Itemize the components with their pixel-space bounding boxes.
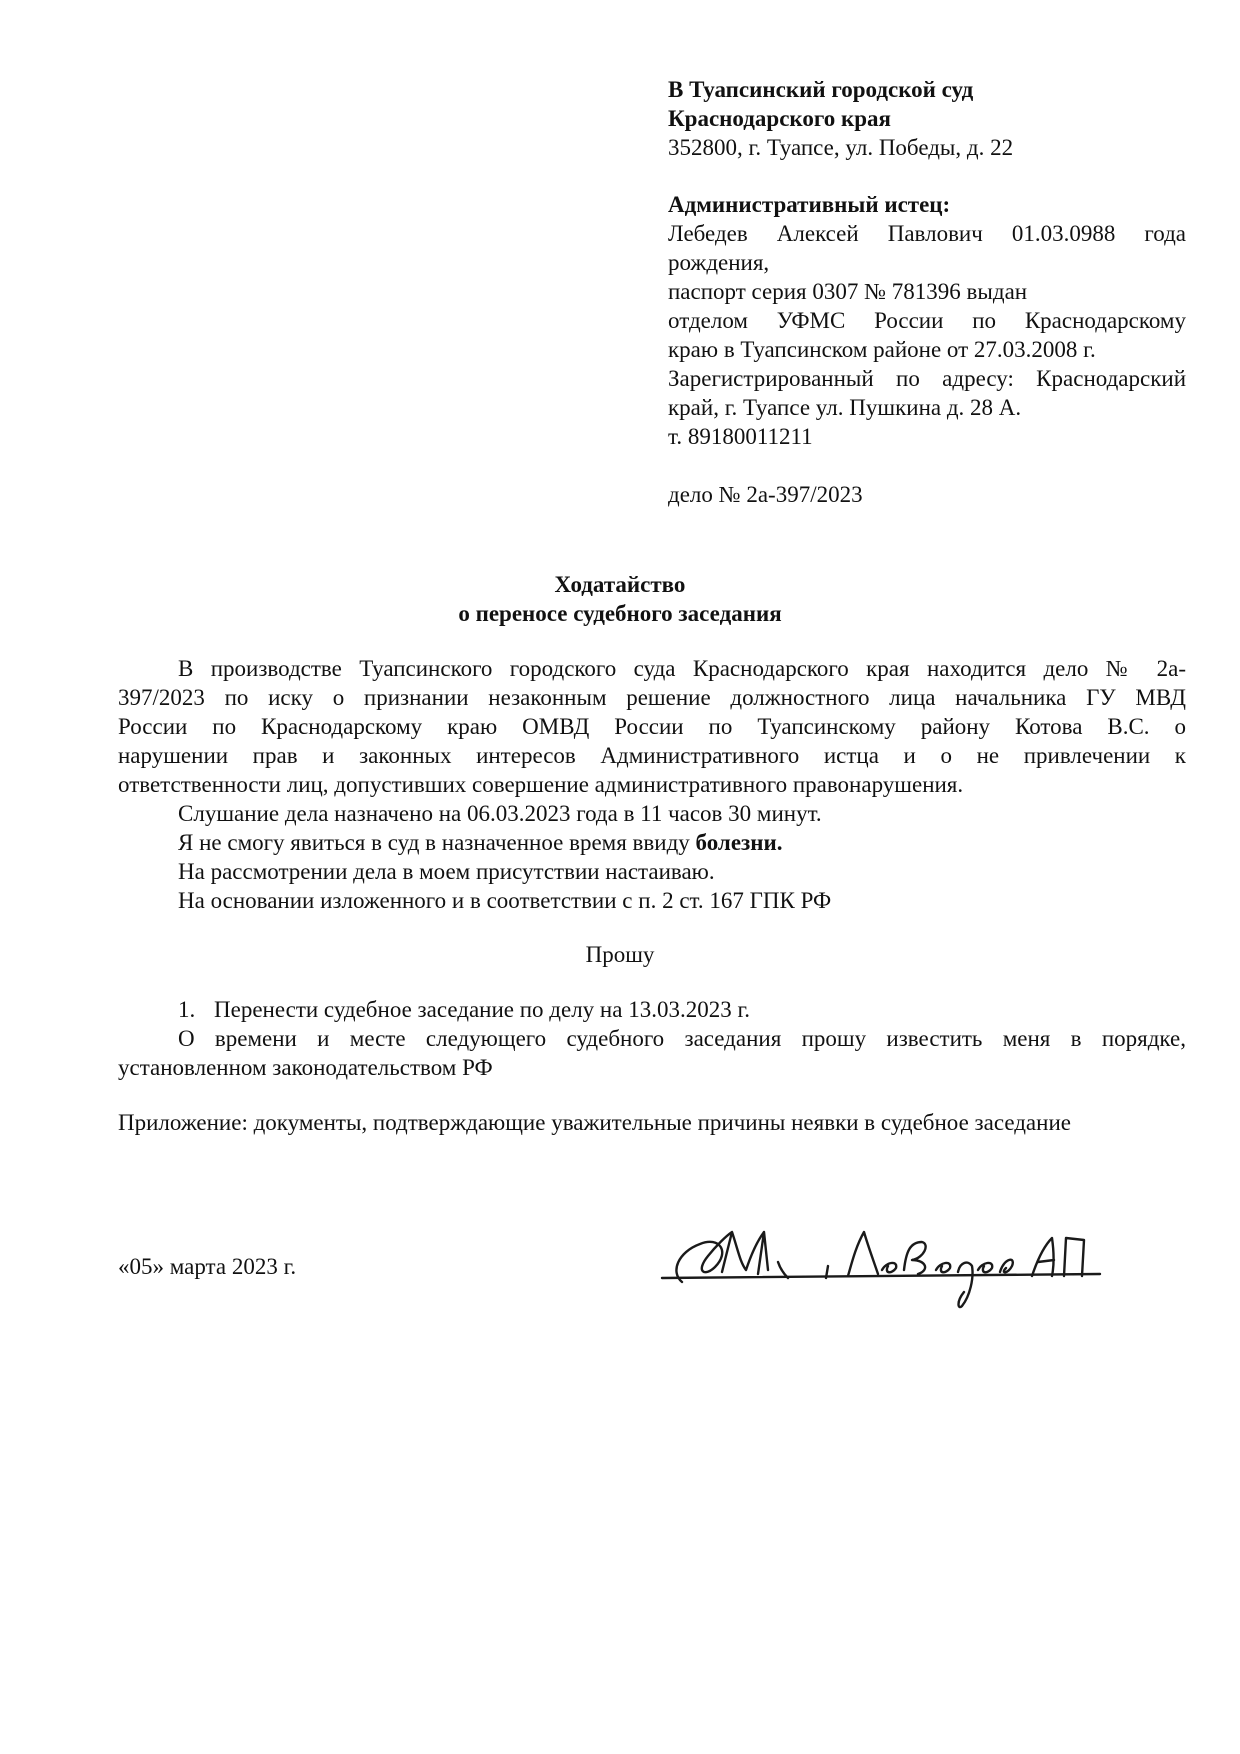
court-address: 352800, г. Туапсе, ул. Победы, д. 22 bbox=[668, 135, 1014, 160]
basis-statement: На основании изложенного и в соответствии с п. 2 ст. 167 ГПК РФ bbox=[178, 888, 832, 913]
plaintiff-line-4: отделом УФМС России по Краснодарскому bbox=[668, 308, 1186, 333]
notify-line-2: установленном законодательством РФ bbox=[118, 1055, 493, 1080]
request-item-number: 1. bbox=[178, 997, 196, 1022]
body-line-2: 397/2023 по иску о признании незаконным решение должностного лица начальника ГУ МВД bbox=[118, 685, 1186, 710]
plaintiff-heading: Административный истец: bbox=[668, 192, 951, 217]
court-name-line1: В Туапсинский городской суд bbox=[668, 77, 974, 102]
notify-line-1: О времени и месте следующего судебного заседания прошу известить меня в порядке, bbox=[178, 1026, 1186, 1051]
plaintiff-line-3: паспорт серия 0307 № 781396 выдан bbox=[668, 279, 1028, 304]
body-line-1: В производстве Туапсинского городского суда Краснодарского края находится дело № 2а- bbox=[178, 656, 1186, 681]
plaintiff-line-1: Лебедев Алексей Павлович 01.03.0988 года bbox=[668, 221, 1186, 246]
plaintiff-line-5: краю в Туапсинском районе от 27.03.2008 г. bbox=[668, 337, 1096, 362]
plaintiff-line-7: край, г. Туапсе ул. Пушкина д. 28 А. bbox=[668, 395, 1022, 420]
request-heading: Прошу bbox=[585, 942, 655, 967]
body-line-4: нарушении прав и законных интересов Административного истца и о не привлечении к bbox=[118, 743, 1186, 768]
absence-reason: болезни. bbox=[695, 830, 783, 855]
absence-statement bbox=[178, 828, 783, 857]
request-item-text: Перенести судебное заседание по делу на 13.03.2023 г. bbox=[214, 997, 751, 1022]
plaintiff-phone: т. 89180011211 bbox=[668, 424, 813, 449]
insist-statement: На рассмотрении дела в моем присутствии настаиваю. bbox=[178, 859, 715, 884]
case-number: дело № 2а-397/2023 bbox=[668, 482, 863, 507]
hearing-date: Слушание дела назначено на 06.03.2023 года в 11 часов 30 минут. bbox=[178, 801, 822, 826]
body-line-3: России по Краснодарскому краю ОМВД России по Туапсинскому району Котова В.С. о bbox=[118, 714, 1186, 739]
plaintiff-line-2: рождения, bbox=[668, 250, 770, 275]
document-subtitle: о переносе судебного заседания bbox=[458, 601, 782, 626]
plaintiff-line-6: Зарегистрированный по адресу: Краснодарский bbox=[668, 366, 1186, 391]
body-line-5: ответственности лиц, допустивших совершение административного правонарушения. bbox=[118, 772, 964, 797]
document-date: «05» марта 2023 г. bbox=[118, 1254, 297, 1279]
attachment-note: Приложение: документы, подтверждающие уважительные причины неявки в судебное заседание bbox=[118, 1110, 1071, 1135]
handwritten-signature bbox=[660, 1222, 1120, 1322]
document-title: Ходатайство bbox=[554, 572, 686, 597]
court-name-line2: Краснодарского края bbox=[668, 106, 891, 131]
absence-prefix: Я не смогу явиться в суд в назначенное время ввиду bbox=[178, 830, 696, 855]
